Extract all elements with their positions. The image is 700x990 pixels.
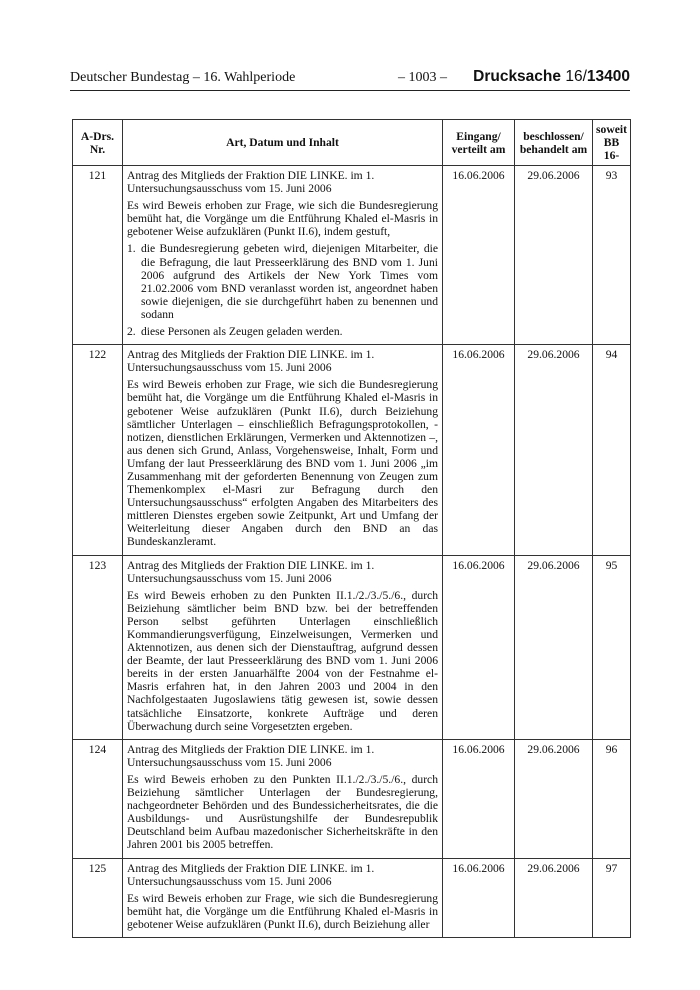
table-row bbox=[73, 739, 631, 858]
row-text: Es wird Beweis erhoben zur Frage, wie sich die Bundesregierung bemüht hat, die Vorgänge um die Entführung Khaled el-Masris in gebotener Weise aufzuklären (Punkt II.6), indem gestuft, bbox=[127, 199, 438, 239]
page-header bbox=[70, 68, 630, 91]
table-row bbox=[73, 166, 631, 345]
list-item bbox=[127, 325, 438, 338]
column-header-eingang: Eingang/ verteilt am bbox=[443, 120, 515, 166]
row-content bbox=[123, 858, 443, 937]
table-row bbox=[73, 858, 631, 937]
row-intro: Antrag des Mitglieds der Fraktion DIE LINKE. im 1. Untersuchungsausschuss vom 15. Juni 2006 bbox=[127, 348, 375, 375]
column-header-beschlossen: beschlossen/ behandelt am bbox=[515, 120, 593, 166]
row-number: 121 bbox=[73, 166, 123, 345]
eingang-date: 16.06.2006 bbox=[443, 166, 515, 345]
list-item bbox=[127, 242, 438, 321]
row-text: Es wird Beweis erhoben zu den Punkten II.1./2./3./5./6., durch Beiziehung sämtlicher Unterlagen der Bundesregierung, nachgeordneter Behörden und des Bundessicherheitsrates, die die Ausbildungs- und Ausrüstungshilfe der Bundesrepublik Deutschland beim Aufbau mazedonischer Sicherheitskräfte in den Jahren 2001 bis 2005 betreffen. bbox=[127, 772, 438, 852]
list-marker: 2. bbox=[127, 325, 136, 339]
row-intro: Antrag des Mitglieds der Fraktion DIE LINKE. im 1. Untersuchungsausschuss vom 15. Juni 2006 bbox=[127, 169, 375, 196]
row-intro: Antrag des Mitglieds der Fraktion DIE LINKE. im 1. Untersuchungsausschuss vom 15. Juni 2006 bbox=[127, 742, 375, 769]
eingang-date: 16.06.2006 bbox=[443, 345, 515, 555]
soweit-ref: 93 bbox=[593, 166, 631, 345]
evidence-requests-table bbox=[72, 119, 631, 938]
row-number: 123 bbox=[73, 555, 123, 739]
row-text: Es wird Beweis erhoben zur Frage, wie sich die Bundesregierung bemüht hat, die Vorgänge um die Entführung Khaled el-Masris in gebotener Weise aufzuklären (Punkt II.6), durch Beiziehung aller bbox=[127, 891, 438, 931]
beschlossen-date: 29.06.2006 bbox=[515, 345, 593, 555]
beschlossen-date: 29.06.2006 bbox=[515, 739, 593, 858]
document-number bbox=[473, 68, 630, 86]
row-number: 124 bbox=[73, 739, 123, 858]
list-marker: 1. bbox=[127, 242, 136, 256]
row-number: 125 bbox=[73, 858, 123, 937]
eingang-date: 16.06.2006 bbox=[443, 858, 515, 937]
document-number-bold: 13400 bbox=[586, 68, 630, 85]
column-header-soweit: soweit BB 16- bbox=[593, 120, 631, 166]
publication-title: Deutscher Bundestag – 16. Wahlperiode bbox=[70, 70, 296, 85]
document-number-light: 16/ bbox=[565, 68, 587, 85]
row-content bbox=[123, 555, 443, 739]
document-number-prefix: Drucksache bbox=[473, 68, 562, 85]
list-text: die Bundesregierung gebeten wird, diejenigen Mitarbeiter, die die Befragung, die laut Presseerklärung des BND vom 1. Juni 2006 aufgrund des Artikels der New York Times vom 21.02.2006 vom BND veranlasst worden ist, angeordnet haben sowie diejenigen, die sie durchgeführt haben zu benennen und sodann bbox=[141, 242, 438, 321]
row-content bbox=[123, 345, 443, 555]
row-intro: Antrag des Mitglieds der Fraktion DIE LINKE. im 1. Untersuchungsausschuss vom 15. Juni 2006 bbox=[127, 861, 375, 888]
list-text: diese Personen als Zeugen geladen werden. bbox=[141, 325, 343, 339]
beschlossen-date: 29.06.2006 bbox=[515, 555, 593, 739]
beschlossen-date: 29.06.2006 bbox=[515, 166, 593, 345]
eingang-date: 16.06.2006 bbox=[443, 739, 515, 858]
row-intro: Antrag des Mitglieds der Fraktion DIE LINKE. im 1. Untersuchungsausschuss vom 15. Juni 2006 bbox=[127, 558, 375, 585]
column-header-adrs: A-Drs. Nr. bbox=[73, 120, 123, 166]
table-row bbox=[73, 555, 631, 739]
eingang-date: 16.06.2006 bbox=[443, 555, 515, 739]
row-number: 122 bbox=[73, 345, 123, 555]
row-text: Es wird Beweis erhoben zu den Punkten II.1./2./3./5./6., durch Beiziehung sämtlicher beim BND bzw. bei der betreffenden Person selbst geführten Unterlagen einschließlich Kommandierungsverfügung, Einzelweisungen, Vermerken und Aktennotizen, aus denen sich der Dienstauftrag, aufgrund dessen der Beamte, der laut Presseerklärung des BND vom 1. Juni 2006 bereits in der ersten Januarhälfte 2004 von der Festnahme el-Masris erfahren hat, in den Jahren 2003 und 2004 in den Nachfolgestaaten Jugoslawiens tätig gewesen ist, sowie dessen tatsächliche Einsatzorte, konkrete Aufträge und deren Überwachung durch seine Vorgesetzten ergeben. bbox=[127, 588, 438, 733]
page-number: – 1003 – bbox=[398, 70, 447, 85]
row-content bbox=[123, 166, 443, 345]
soweit-ref: 94 bbox=[593, 345, 631, 555]
row-text: Es wird Beweis erhoben zur Frage, wie sich die Bundesregierung bemüht hat, die Vorgänge um die Entführung Khaled el-Masris in gebotener Weise aufzuklären (Punkt II.6), durch Beiziehung sämtlicher Unterlagen – einschließlich Befragungsprotokollen, -notizen, dienstlichen Erklärungen, Vermerken und Aktennotizen –, aus denen sich Grund, Anlass, Vorgehensweise, Inhalt, Form und Umfang der laut Presseerklärung des BND vom 1. Juni 2006 „im Zusammenhang mit der geforderten Benennung von Zeugen zum Themenkomplex el-Masri zur Befragung durch den Untersuchungsausschuss“ erfolgten Angaben des Mitarbeiters des mittleren Dienstes ergeben sowie Zeitpunkt, Art und Umfang der Weiterleitung dieser Angaben durch den BND an das Bundeskanzleramt. bbox=[127, 378, 438, 549]
row-content bbox=[123, 739, 443, 858]
table-header-row bbox=[73, 120, 631, 166]
soweit-ref: 97 bbox=[593, 858, 631, 937]
column-header-art: Art, Datum und Inhalt bbox=[123, 120, 443, 166]
soweit-ref: 95 bbox=[593, 555, 631, 739]
beschlossen-date: 29.06.2006 bbox=[515, 858, 593, 937]
table-row bbox=[73, 345, 631, 555]
soweit-ref: 96 bbox=[593, 739, 631, 858]
